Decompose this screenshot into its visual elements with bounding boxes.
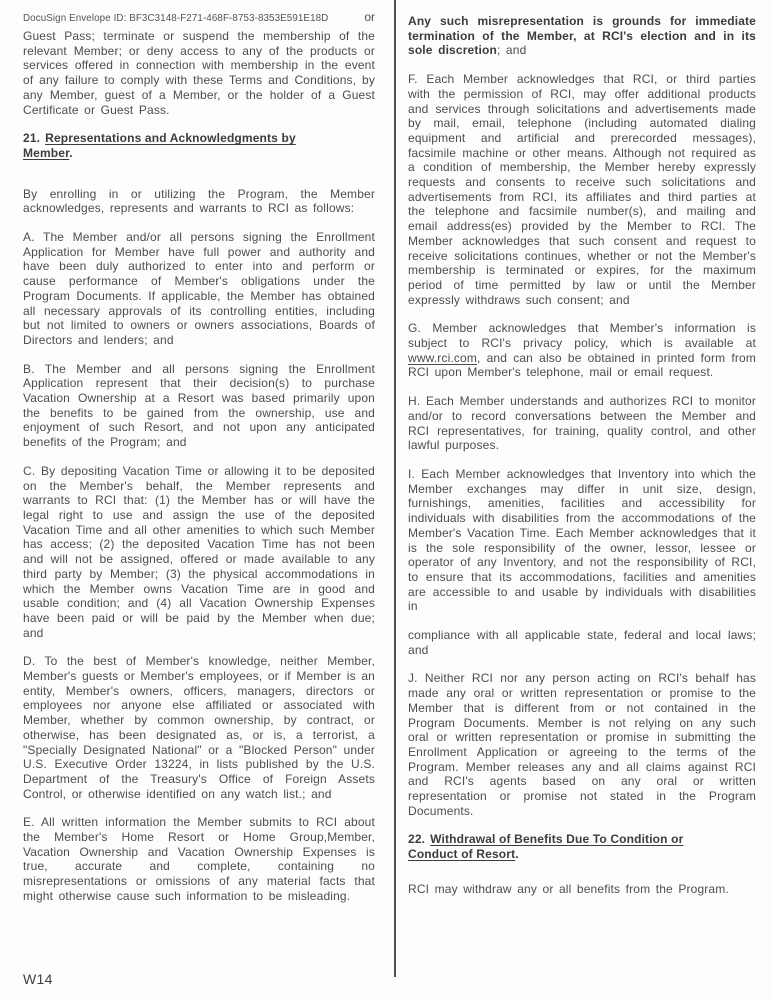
- docusign-envelope-stamp: DocuSign Envelope ID: BF3C3148-F271-468F-8753-8353E591E18D: [23, 13, 329, 24]
- paragraph-a: A. The Member and/or all persons signing the Enrollment Application for Member have full power and authority and have been duly authorized to enter into and perform or cause performance of Member's obligations under the Program Documents. If applicable, the Member has obtained all necessary approvals of its controlling entities, including but not limited to owners or owners associations, Boards of Directors and lenders; and: [23, 230, 375, 347]
- paragraph-i: I. Each Member acknowledges that Inventory into which the Member exchanges may differ in unit size, design, furnishings, amenities, facilities and accessibility for individuals with disabilities from the accommodations of the Member's Vacation Time. Each Member acknowledges that it is the sole responsibility of the owner, lessor, lessee or operator of any Inventory, and not the responsibility of RCI, to ensure that its accommodations, facilities and amenities are accessible to and usable by individuals with disabilities in: [408, 466, 756, 614]
- section-22-title-line2: Conduct of Resort: [408, 847, 516, 862]
- paragraph-g-text-before: G. Member acknowledges that Member's information is subject to RCI's privacy policy, which is available at: [408, 321, 756, 351]
- paragraph-h: H. Each Member understands and authorizes RCI to monitor and/or to record conversations between the Member and RCI representatives, for training, quality control, and other lawful purposes.: [408, 394, 756, 453]
- paragraph-b: B. The Member and all persons signing the Enrollment Application represent that their decision(s) to purchase Vacation Ownership at a Resort was based primarily upon the benefits to be gained from the ownership, use and enjoyment of such Resort, and not upon any anticipated benefits of the Program; and: [23, 361, 375, 450]
- paragraph-i-continuation: compliance with all applicable state, federal and local laws; and: [408, 628, 756, 657]
- paragraph-withdraw-benefits: RCI may withdraw any or all benefits from the Program.: [408, 881, 729, 896]
- page-number: W14: [23, 971, 53, 987]
- section-21-period: .: [69, 145, 73, 160]
- paragraph-f: F. Each Member acknowledges that RCI, or third parties with the permission of RCI, may offer additional products and services through solicitations and advertisements made by mail, email, telephone (including automated dialing equipment and artificial and prerecorded messages), facsimile machine or other means. Although not required as a condition of membership, the Member hereby expressly requests and consents to receive such solicitations and advertisements from RCI, its affiliates and third parties at the telephone and facsimile number(s), and mailing and email address(es) provided by the Member to RCI. The Member acknowledges that such consent and request to receive solicitations continues, whether or not the Member's membership is terminated or expires, for the maximum period of time permitted by law or until the Member expressly withdraws such consent; and: [408, 72, 756, 307]
- section-22-heading: [408, 832, 756, 861]
- paragraph-intro: By enrolling in or utilizing the Program, the Member acknowledges, represents and warrants to RCI as follows:: [23, 186, 375, 216]
- section-21-number: 21.: [23, 131, 41, 146]
- misrepresentation-bold-text: Any such misrepresentation is grounds for immediate termination of the Member, at RCI's election and in its sole discretion: [408, 14, 756, 58]
- section-22-title-line1: Withdrawal of Benefits Due To Condition or: [430, 832, 684, 847]
- right-column: [408, 14, 756, 911]
- paragraph-e: E. All written information the Member submits to RCI about the Member's Home Resort or Home Group,Member, Vacation Ownership and Vacation Ownership Expenses is true, accurate and complete, containing no misrepresentations or omissions of any material facts that might otherwise cause such information to be misleading.: [23, 815, 375, 903]
- section-21-title-line1: Representations and Acknowledgments by: [45, 131, 296, 146]
- continuation-word-or: or: [364, 10, 375, 24]
- section-21-title-line2: Member: [23, 145, 70, 160]
- section-21-heading: [23, 131, 375, 160]
- misrepresentation-suffix: ; and: [496, 43, 527, 58]
- document-header-row: [23, 10, 375, 24]
- paragraph-j: J. Neither RCI nor any person acting on RCI's behalf has made any oral or written representation or promise to the Member that is different from or not contained in the Program Documents. Member is not relying on any such oral or written representation or promise in submitting the Enrollment Application or agreeing to the terms of the Program. Member releases any and all claims against RCI and RCI's agents based on any oral or written representation or promise not stated in the Program Documents.: [408, 671, 756, 818]
- column-divider-line: [394, 0, 396, 977]
- paragraph-misrepresentation: [408, 14, 756, 58]
- left-column: [23, 29, 375, 918]
- paragraph-g-text-after: , and can also be obtained in printed form from RCI upon Member's telephone, mail or email request.: [408, 350, 756, 380]
- paragraph-g: [408, 321, 756, 380]
- section-22-period: .: [515, 847, 519, 862]
- paragraph-guest-pass: Guest Pass; terminate or suspend the membership of the relevant Member; or deny access to any of the products or services offered in connection with membership in the event of any failure to comply with these Terms and Conditions, by any Member, guest of a Member, or the holder of a Guest Certificate or Guest Pass.: [23, 29, 375, 117]
- section-22-number: 22.: [408, 832, 426, 847]
- rci-privacy-policy-link[interactable]: www.rci.com: [408, 350, 477, 365]
- paragraph-d: D. To the best of Member's knowledge, neither Member, Member's guests or Member's employees, or if Member is an entity, Member's owners, officers, managers, directors or employees nor anyone else affiliated or associated with Member, whether by common ownership, by contract, or otherwise, has been designated as, or is, a terrorist, a "Specially Designated National" or a "Blocked Person" under U.S. Executive Order 13224, in lists published by the U.S. Department of the Treasury's Office of Foreign Assets Control, or otherwise identified on any watch list.; and: [23, 654, 375, 801]
- paragraph-c: C. By depositing Vacation Time or allowing it to be deposited on the Member's behalf, the Member represents and warrants to RCI that: (1) the Member has or will have the legal right to use and assign the use of the deposited Vacation Time and all other amenities to which such Member has access; (2) the deposited Vacation Time has not been and will not be assigned, offered or made available to any third party by Member; (3) the physical accommodations in which the Member owns Vacation Time are in good and usable condition; and (4) all Vacation Ownership Expenses have been paid or will be paid by the Member when due; and: [23, 463, 375, 640]
